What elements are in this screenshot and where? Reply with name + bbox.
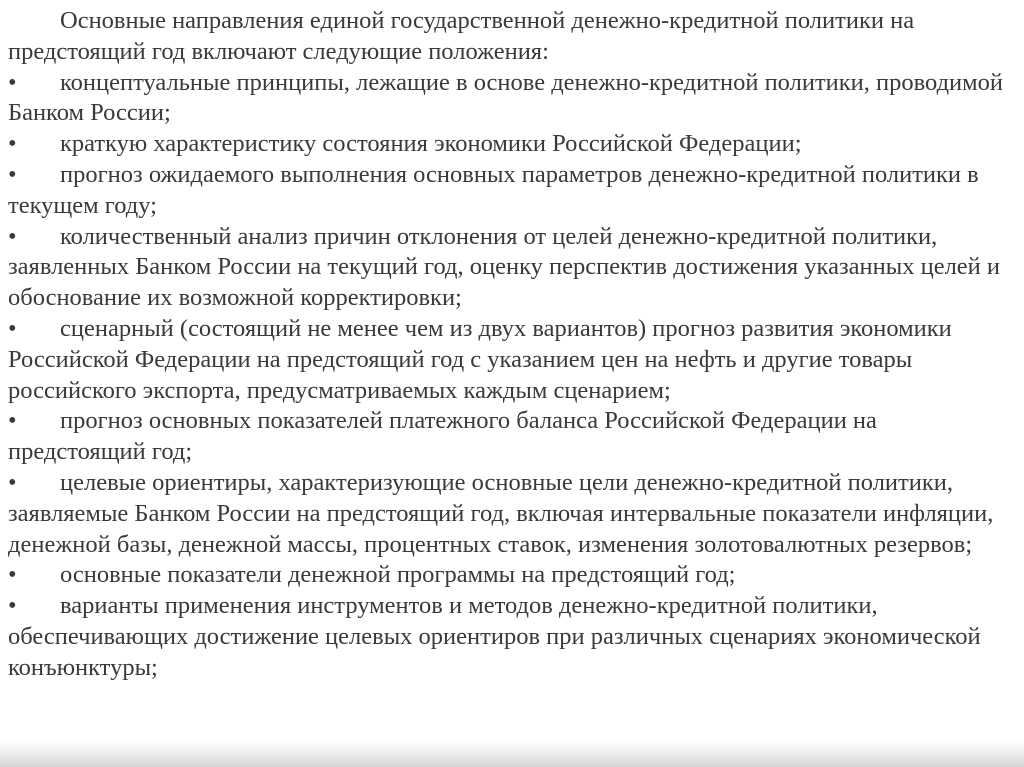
text-block: [8, 6, 1013, 684]
bullet-icon: •: [8, 561, 17, 589]
list-item-text: количественный анализ причин отклонения от целей денежно-кредитной политики, заявленных Банком России на текущий год, оценку перспектив достижения указанных целей и обоснование их возможной корректировки;: [8, 222, 1001, 312]
list-item: [8, 160, 1013, 222]
bullet-icon: •: [8, 160, 17, 188]
bullet-icon: •: [8, 314, 17, 342]
list-item-text: прогноз основных показателей платежного баланса Российской Федерации на предстоящий год;: [8, 407, 877, 466]
list-item: [8, 406, 1013, 468]
list-item: [8, 68, 1013, 130]
list-item: [8, 560, 1013, 591]
list-item-text: основные показатели денежной программы на предстоящий год;: [60, 561, 736, 589]
list-item-text: концептуальные принципы, лежащие в основе денежно-кредитной политики, проводимой Банком России;: [8, 68, 1004, 127]
list-item: [8, 222, 1013, 314]
bullet-list: [8, 68, 1013, 684]
list-item: [8, 129, 1013, 160]
bottom-edge-shadow: [0, 741, 1024, 767]
bullet-icon: •: [8, 130, 17, 158]
list-item-text: краткую характеристику состояния экономики Российской Федерации;: [60, 130, 802, 158]
list-item: [8, 591, 1013, 683]
list-item: [8, 314, 1013, 406]
bullet-icon: •: [8, 468, 17, 496]
bullet-icon: •: [8, 68, 17, 96]
list-item-text: сценарный (состоящий не менее чем из двух вариантов) прогноз развития экономики Российской Федерации на предстоящий год с указанием цен на нефть и другие товары российского экспорта, предусматриваемых каждым сценарием;: [8, 314, 952, 404]
intro-paragraph: Основные направления единой государственной денежно-кредитной политики на предстоящий год включают следующие положения:: [8, 7, 915, 65]
bullet-icon: •: [8, 592, 17, 620]
list-item: [8, 468, 1013, 560]
bullet-icon: •: [8, 407, 17, 435]
list-item-text: прогноз ожидаемого выполнения основных параметров денежно-кредитной политики в текущем году;: [8, 160, 979, 219]
list-item-text: варианты применения инструментов и методов денежно-кредитной политики, обеспечивающих достижение целевых ориентиров при различных сценариях экономической конъюнктуры;: [8, 592, 981, 681]
bullet-icon: •: [8, 222, 17, 250]
list-item-text: целевые ориентиры, характеризующие основные цели денежно-кредитной политики, заявляемые Банком России на предстоящий год, включая интервальные показатели инфляции, денежной базы, денежной массы, процентных ставок, изменения золотовалютных резервов;: [8, 468, 994, 558]
